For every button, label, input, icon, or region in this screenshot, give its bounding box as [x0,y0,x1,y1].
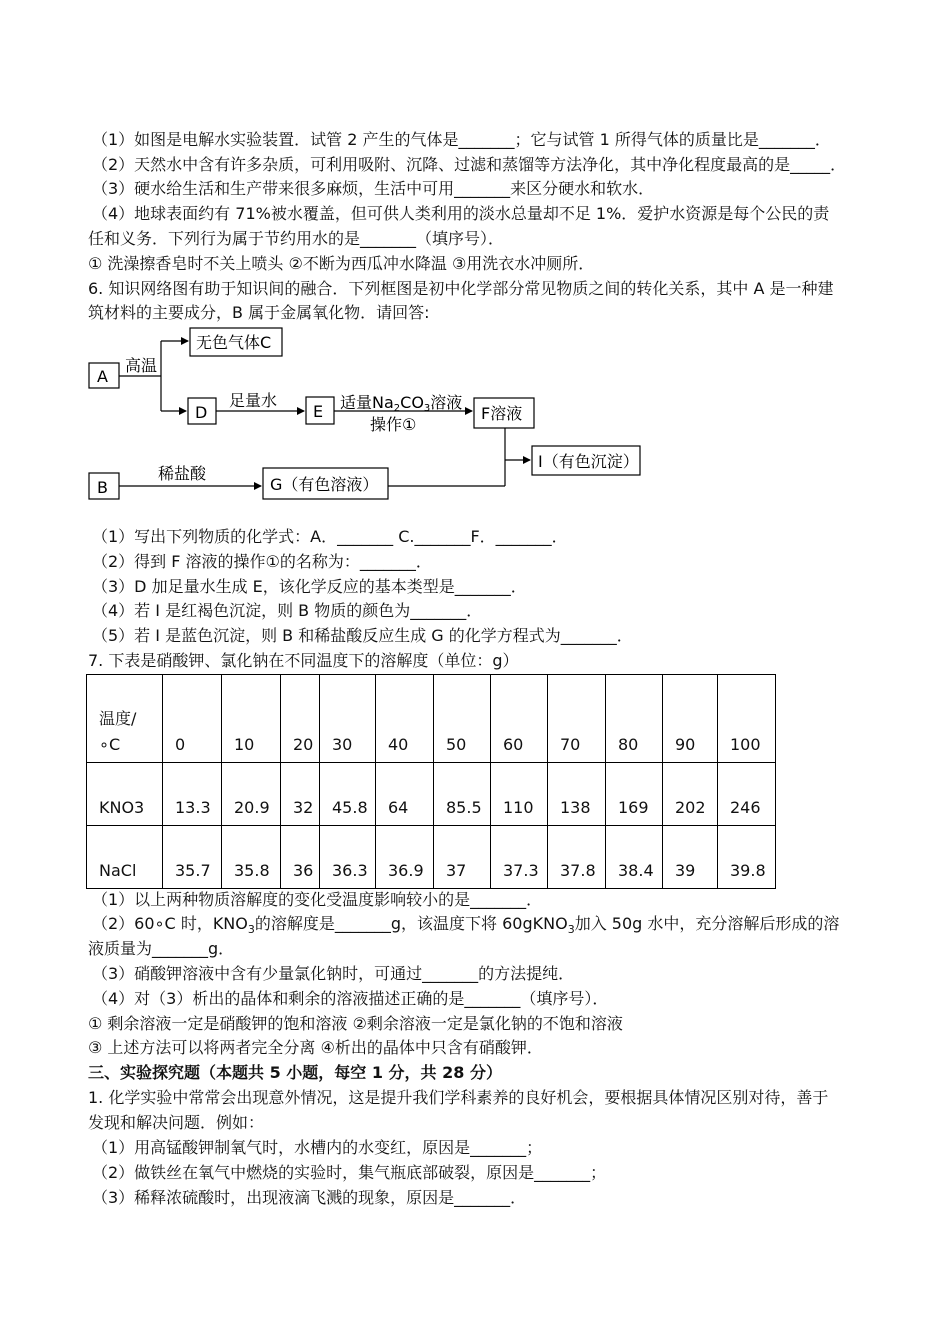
table-cell: 138 [548,763,606,826]
table-cell: 20 [281,675,320,763]
table-cell: 169 [606,763,663,826]
table-cell: 90 [663,675,718,763]
table-cell: 35.8 [222,826,281,889]
solubility-table [86,674,776,889]
q5-item-4-cont: 任和义务．下列行为属于节约用水的是_______（填序号）． [88,229,505,248]
table-cell: 13.3 [163,763,222,826]
table-cell: 38.4 [606,826,663,889]
q7-title: 7. 下表是硝酸钾、氯化钠在不同温度下的溶解度（单位：g） [88,651,519,670]
table-cell: 60 [491,675,548,763]
table-cell: 70 [548,675,606,763]
label-D: D [195,403,208,422]
table-cell: 32 [281,763,320,826]
label-xiyansuan: 稀盐酸 [158,464,207,483]
table-cell: 80 [606,675,663,763]
q5-options: ① 洗澡擦香皂时不关上喷头 ②不断为西瓜冲水降温 ③用洗衣水冲厕所． [88,254,595,273]
table-cell: 20.9 [222,763,281,826]
sec3-q1-stem-cont: 发现和解决问题．例如： [88,1113,265,1132]
q5-item-4: （4）地球表面约有 71%被水覆盖，但可供人类利用的淡水总量却不足 1%．爱护水资源是每个公民的责 [92,204,830,223]
q5-item-2: （2）天然水中含有许多杂质，可利用吸附、沉降、过滤和蒸馏等方法净化，其中净化程度最高的是_____． [92,155,847,174]
table-cell: 37.3 [491,826,548,889]
table-cell: 100 [718,675,776,763]
q6-stem: 6. 知识网络图有助于知识间的融合．下列框图是初中化学部分常见物质之间的转化关系，其中 A 是一种建 [88,279,834,298]
table-cell: 64 [376,763,434,826]
table-cell: 37.8 [548,826,606,889]
sec3-q1-stem: 1. 化学实验中常常会出现意外情况，这是提升我们学科素养的良好机会，要根据具体情况区别对待，善于 [88,1088,829,1107]
table-cell: 10 [222,675,281,763]
label-na2co3: 适量Na2CO3溶液 [340,393,463,414]
table-cell: 36 [281,826,320,889]
q7-answer-1: （1）以上两种物质溶解度的变化受温度影响较小的是_______． [92,890,543,909]
table-row-temperature [87,675,776,763]
label-F: F溶液 [481,404,523,423]
table-cell: 36.9 [376,826,434,889]
sec3-q1-answer-3: （3）稀释浓硫酸时，出现液滴飞溅的现象，原因是_______． [92,1188,527,1207]
table-cell: 110 [491,763,548,826]
table-cell: 246 [718,763,776,826]
table-cell: NaCl [87,826,163,889]
q6-answer-1: （1）写出下列物质的化学式：A．_______ C._______F．_______． [92,527,568,546]
table-cell: 37 [434,826,491,889]
q5-item-1: （1）如图是电解水实验装置．试管 2 产生的气体是_______；它与试管 1 所得气体的质量比是_______． [92,130,831,149]
q7-answer-2-cont: 液质量为_______g． [88,939,235,958]
label-I: I（有色沉淀） [538,452,639,471]
label-B: B [97,478,108,497]
label-caozuo: 操作① [370,415,417,434]
label-A: A [97,367,108,386]
q6-answer-2: （2）得到 F 溶液的操作①的名称为：_______． [92,552,432,571]
table-cell: 50 [434,675,491,763]
header-temperature: 温度/ ∘C [87,675,163,763]
table-cell: KNO3 [87,763,163,826]
table-cell: 36.3 [320,826,376,889]
q7-answer-4: （4）对（3）析出的晶体和剩余的溶液描述正确的是_______（填序号）． [92,989,609,1008]
q6-answer-4: （4）若 I 是红褐色沉淀，则 B 物质的颜色为_______． [92,601,483,620]
table-cell: 202 [663,763,718,826]
table-cell: 85.5 [434,763,491,826]
table-cell: 45.8 [320,763,376,826]
table-cell: 0 [163,675,222,763]
label-G: G（有色溶液） [270,475,379,494]
section-3-heading: 三、实验探究题（本题共 5 小题，每空 1 分，共 28 分） [88,1063,502,1082]
label-gaowen: 高温 [125,356,158,375]
table-row-nacl [87,826,776,889]
q6-answer-3: （3）D 加足量水生成 E，该化学反应的基本类型是_______． [92,577,527,596]
q5-item-3: （3）硬水给生活和生产带来很多麻烦，生活中可用_______来区分硬水和软水． [92,179,655,198]
q7-options-1: ① 剩余溶液一定是硝酸钾的饱和溶液 ②剩余溶液一定是氯化钠的不饱和溶液 [88,1014,623,1033]
sec3-q1-answer-2: （2）做铁丝在氧气中燃烧的实验时，集气瓶底部破裂，原因是_______； [92,1163,607,1182]
label-C: 无色气体C [196,333,272,352]
table-cell: 39 [663,826,718,889]
q7-options-2: ③ 上述方法可以将两者完全分离 ④析出的晶体中只含有硝酸钾． [88,1038,543,1057]
table-cell: 40 [376,675,434,763]
table-cell: 35.7 [163,826,222,889]
q6-stem-cont: 筑材料的主要成分，B 属于金属氧化物．请回答: [88,303,430,322]
table-cell: 39.8 [718,826,776,889]
q7-answer-2: （2）60∘C 时，$KNO_3$的溶解度是_______g，该温度下将 60gKNO$_3$加入 50g 水中，充分溶解后形成的溶 [92,914,840,937]
label-E: E [313,402,324,421]
table-cell: 30 [320,675,376,763]
sec3-q1-answer-1: （1）用高锰酸钾制氧气时，水槽内的水变红，原因是_______； [92,1138,543,1157]
q7-answer-3: （3）硝酸钾溶液中含有少量氯化钠时，可通过_______的方法提纯． [92,964,575,983]
q6-answer-5: （5）若 I 是蓝色沉淀，则 B 和稀盐酸反应生成 G 的化学方程式为_______． [92,626,633,645]
table-row-kno3 [87,763,776,826]
label-zuliangshui: 足量水 [229,391,278,410]
